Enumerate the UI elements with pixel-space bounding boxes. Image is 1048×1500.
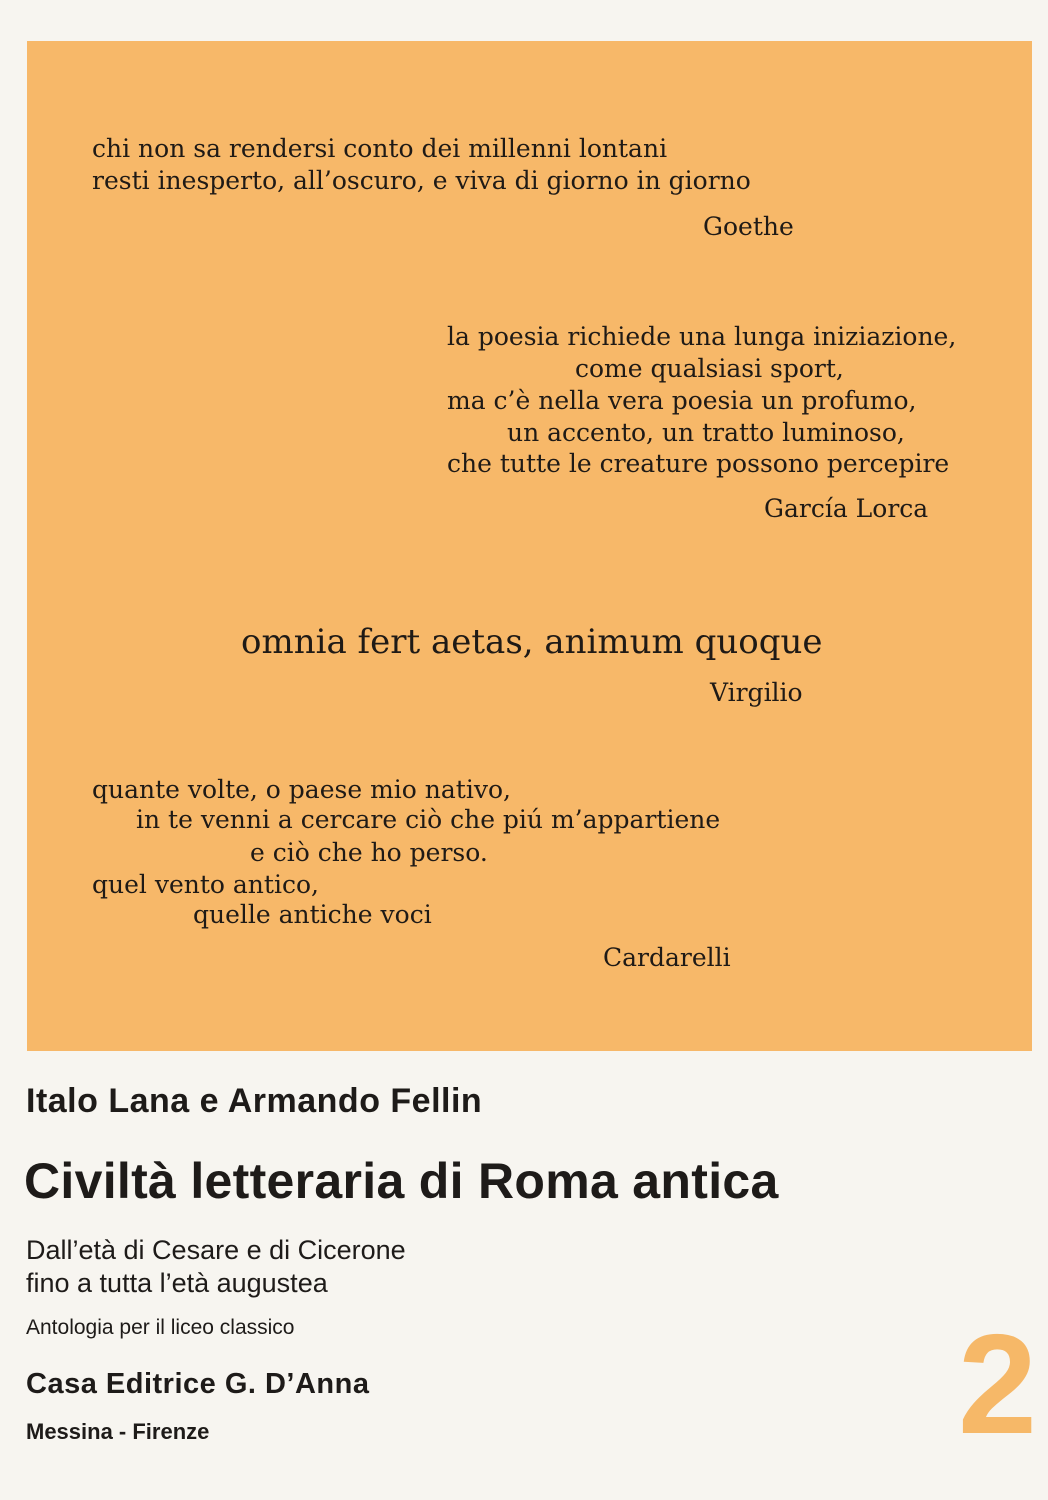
book-anthology-label: Antologia per il liceo classico	[26, 1316, 295, 1339]
book-title: Civiltà letteraria di Roma antica	[24, 1153, 779, 1209]
quote-line: resti inesperto, all’oscuro, e viva di giorno in giorno	[92, 166, 751, 195]
quote-line: ma c’è nella vera poesia un profumo,	[447, 386, 917, 415]
book-subtitle-line2: fino a tutta l’età augustea	[26, 1268, 328, 1298]
quote-line: chi non sa rendersi conto dei millenni lontani	[92, 134, 668, 163]
quote-line: quante volte, o paese mio nativo,	[92, 775, 511, 804]
volume-number: 2	[958, 1305, 1037, 1464]
book-cities: Messina - Firenze	[26, 1419, 210, 1444]
book-publisher: Casa Editrice G. D’Anna	[26, 1368, 370, 1400]
quote-line: che tutte le creature possono percepire	[447, 449, 950, 478]
quote-author: García Lorca	[764, 494, 929, 523]
quote-line: quelle antiche voci	[193, 900, 432, 929]
quote-line: in te venni a cercare ciò che piú m’appartiene	[136, 805, 721, 834]
quote-line: quel vento antico,	[92, 870, 319, 899]
book-authors: Italo Lana e Armando Fellin	[26, 1082, 483, 1120]
quote-line: e ciò che ho perso.	[250, 838, 488, 867]
quote-author: Cardarelli	[603, 943, 731, 972]
quote-line: omnia fert aetas, animum quoque	[241, 622, 823, 662]
book-subtitle-line1: Dall’età di Cesare e di Cicerone	[26, 1235, 406, 1265]
quote-line: un accento, un tratto luminoso,	[507, 418, 905, 447]
quote-line: la poesia richiede una lunga iniziazione,	[447, 322, 957, 351]
quote-line: come qualsiasi sport,	[575, 354, 844, 383]
quote-author: Goethe	[703, 212, 794, 241]
quote-author: Virgilio	[710, 678, 803, 707]
